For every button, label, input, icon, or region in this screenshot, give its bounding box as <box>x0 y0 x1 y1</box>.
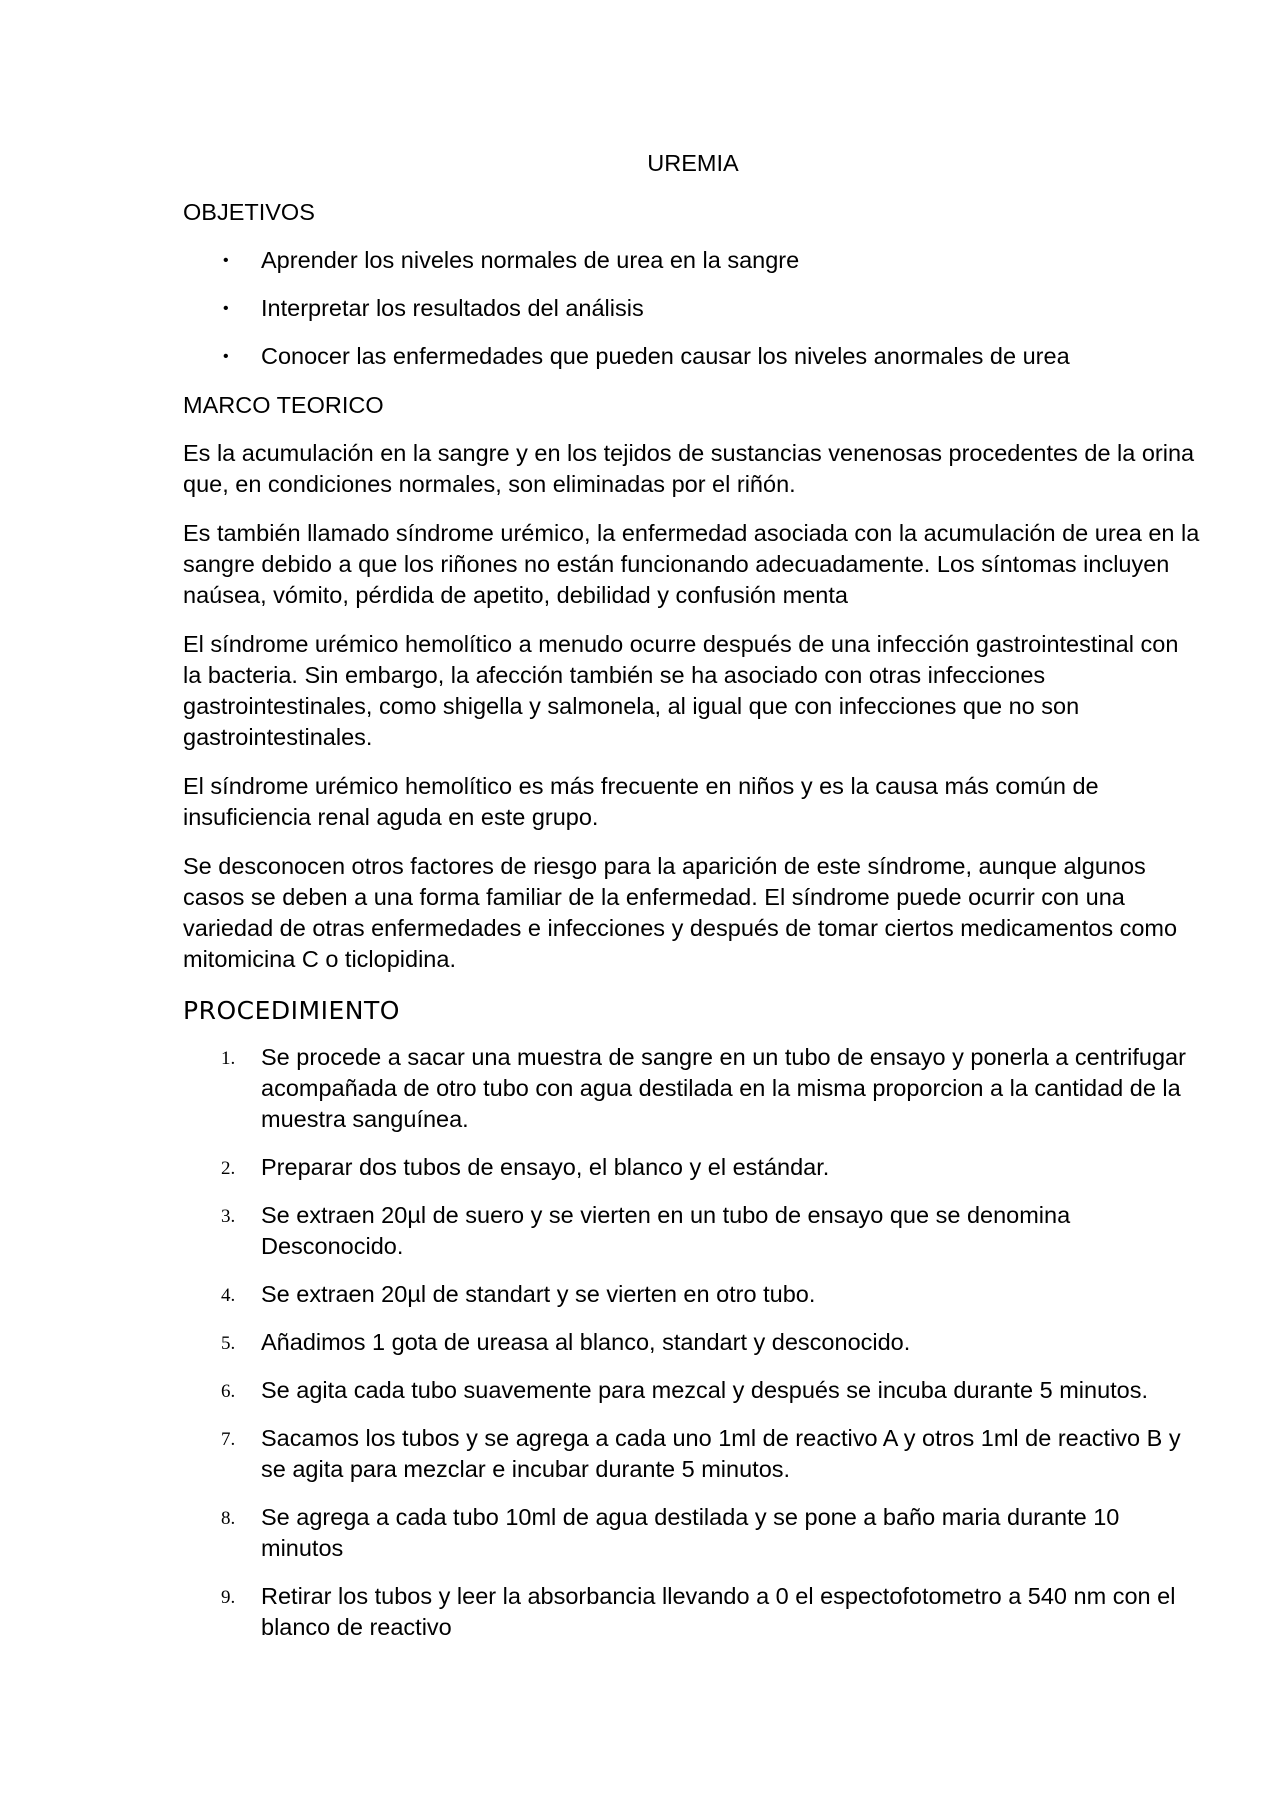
step-item <box>183 1279 1203 1310</box>
step-text: Se procede a sacar una muestra de sangre en un tubo de ensayo y ponerla a centrifugar acompañada de otro tubo con agua destilada en la misma proporcion a la cantidad de la muestra sanguínea. <box>261 1044 1186 1132</box>
step-number: 6. <box>221 1381 236 1402</box>
list-item <box>183 341 1203 372</box>
step-text: Se agita cada tubo suavemente para mezcal y después se incuba durante 5 minutos. <box>261 1377 1149 1403</box>
list-item-text: Interpretar los resultados del análisis <box>261 295 644 321</box>
list-item-text: Aprender los niveles normales de urea en la sangre <box>261 247 800 273</box>
step-item <box>183 1200 1203 1262</box>
step-text: Se agrega a cada tubo 10ml de agua destilada y se pone a baño maria durante 10 minutos <box>261 1504 1120 1561</box>
step-number: 9. <box>221 1587 236 1608</box>
step-text: Se extraen 20µl de suero y se vierten en un tubo de ensayo que se denomina Desconocido. <box>261 1202 1071 1259</box>
paragraph: Se desconocen otros factores de riesgo para la aparición de este síndrome, aunque algunos casos se deben a una forma familiar de la enfermedad. El síndrome puede ocurrir con una variedad de otras enfermedades e infecciones y después de tomar ciertos medicamentos como mitomicina C o ticlopidina. <box>183 853 1178 972</box>
step-text: Se extraen 20µl de standart y se vierten en otro tubo. <box>261 1281 816 1307</box>
step-text: Retirar los tubos y leer la absorbancia llevando a 0 el espectofotometro a 540 nm con el blanco de reactivo <box>261 1583 1176 1640</box>
step-text: Sacamos los tubos y se agrega a cada uno 1ml de reactivo A y otros 1ml de reactivo B y se agita para mezclar e incubar durante 5 minutos. <box>261 1425 1181 1482</box>
paragraph: Es también llamado síndrome urémico, la enfermedad asociada con la acumulación de urea en la sangre debido a que los riñones no están funcionando adecuadamente. Los síntomas incluyen naúsea, vómito, pérdida de apetito, debilidad y confusión menta <box>183 520 1200 608</box>
list-item <box>183 245 1203 276</box>
document-page <box>183 148 1203 1660</box>
step-text: Añadimos 1 gota de ureasa al blanco, standart y desconocido. <box>261 1329 911 1355</box>
step-item <box>183 1152 1203 1183</box>
step-number: 5. <box>221 1333 236 1354</box>
procedimiento-steps <box>183 1042 1203 1643</box>
step-number: 3. <box>221 1206 236 1227</box>
step-item <box>183 1502 1203 1564</box>
objetivos-list <box>183 245 1203 372</box>
document-title: UREMIA <box>647 150 739 176</box>
paragraph: El síndrome urémico hemolítico a menudo ocurre después de una infección gastrointestinal con la bacteria. Sin embargo, la afección también se ha asociado con otras infecciones gastrointestinales, como shigella y salmonela, al igual que con infecciones que no son gastrointestinales. <box>183 631 1179 750</box>
bullet-icon: • <box>223 348 229 365</box>
step-item <box>183 1423 1203 1485</box>
step-number: 1. <box>221 1048 236 1069</box>
step-item <box>183 1375 1203 1406</box>
step-text: Preparar dos tubos de ensayo, el blanco y el estándar. <box>261 1154 830 1180</box>
step-number: 8. <box>221 1508 236 1529</box>
list-item <box>183 293 1203 324</box>
list-item-text: Conocer las enfermedades que pueden causar los niveles anormales de urea <box>261 343 1070 369</box>
bullet-icon: • <box>223 252 229 269</box>
marco-teorico-heading: MARCO TEORICO <box>183 392 384 418</box>
paragraph: El síndrome urémico hemolítico es más frecuente en niños y es la causa más común de insuficiencia renal aguda en este grupo. <box>183 773 1099 830</box>
step-number: 7. <box>221 1429 236 1450</box>
step-number: 2. <box>221 1158 236 1179</box>
step-item <box>183 1327 1203 1358</box>
bullet-icon: • <box>223 300 229 317</box>
procedimiento-heading: PROCEDIMIENTO <box>183 996 400 1025</box>
objetivos-heading: OBJETIVOS <box>183 199 315 225</box>
step-number: 4. <box>221 1285 236 1306</box>
paragraph: Es la acumulación en la sangre y en los tejidos de sustancias venenosas procedentes de la orina que, en condiciones normales, son eliminadas por el riñón. <box>183 440 1195 497</box>
step-item <box>183 1042 1203 1135</box>
step-item <box>183 1581 1203 1643</box>
